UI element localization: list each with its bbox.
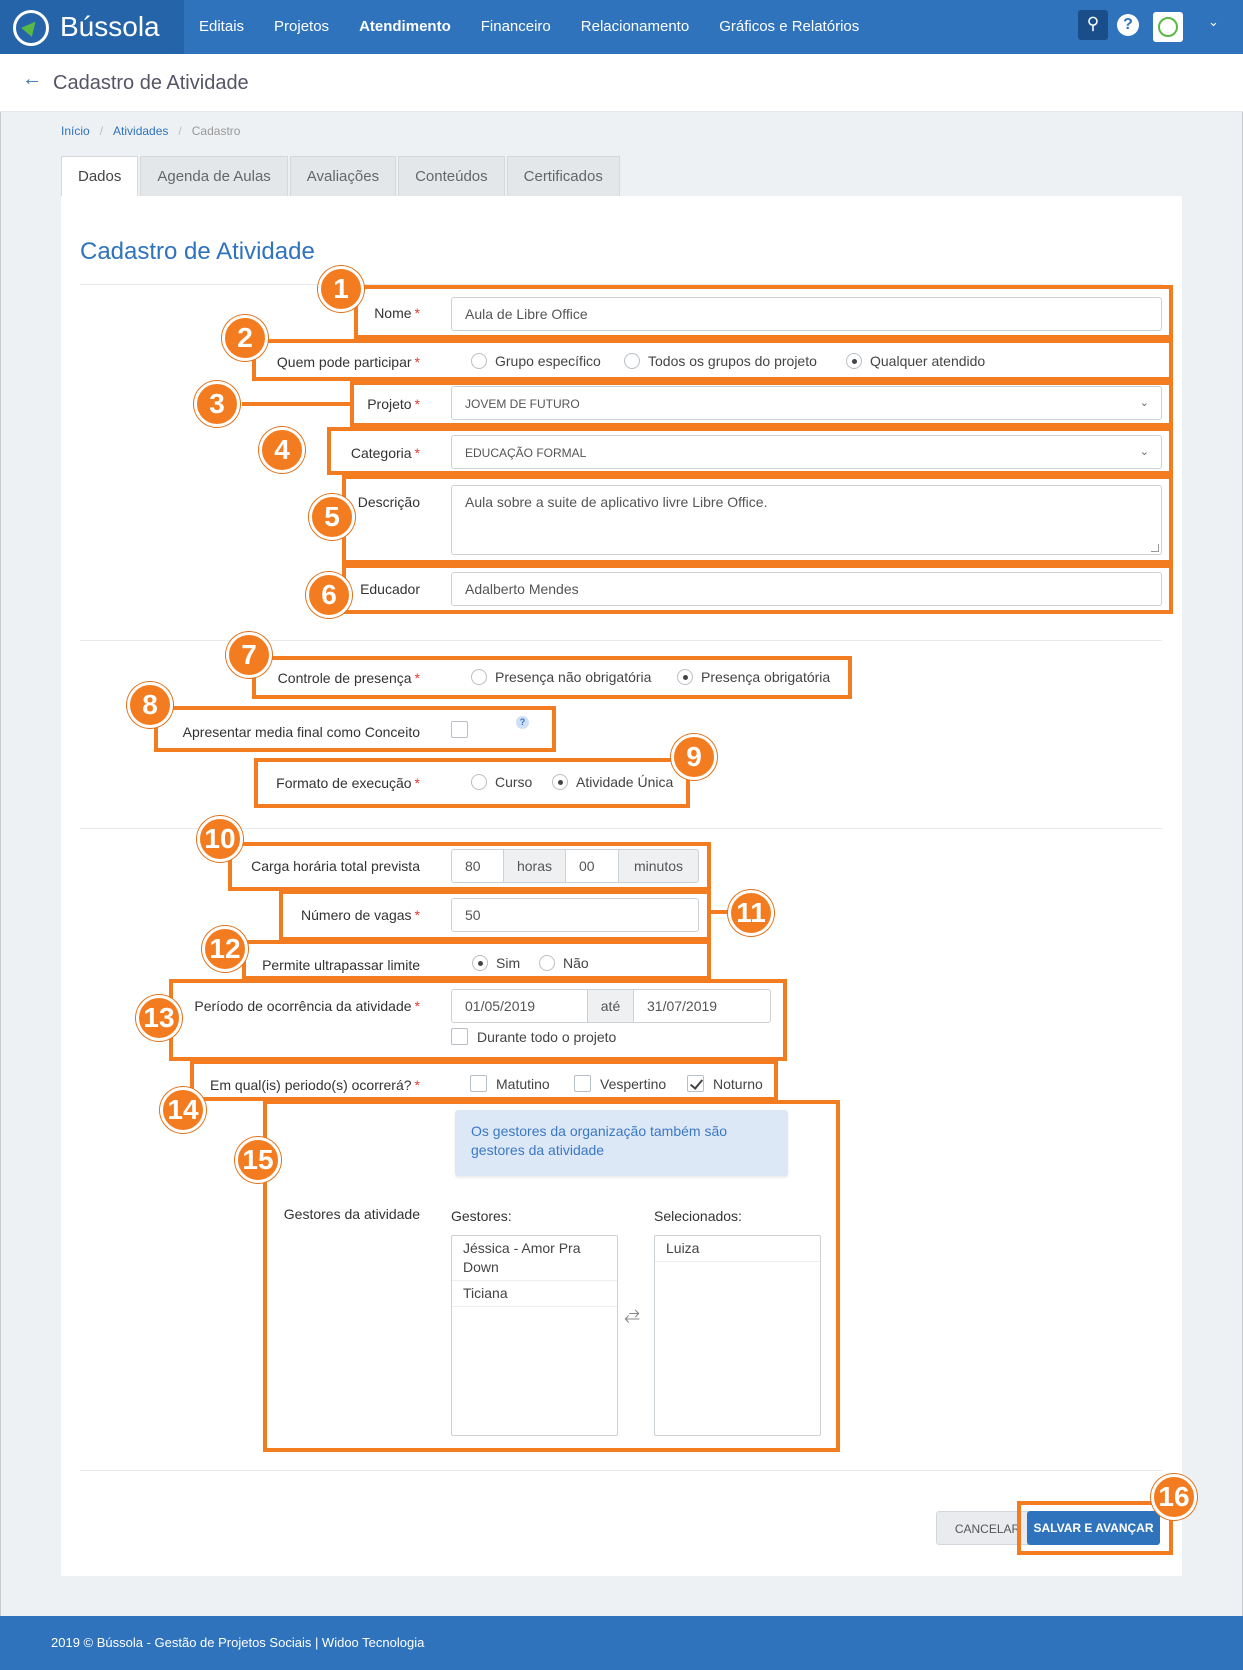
radio-curso[interactable]: Curso bbox=[471, 774, 532, 790]
tab-dados[interactable]: Dados bbox=[61, 156, 138, 196]
annotation-badge-11: 11 bbox=[728, 890, 774, 936]
gestores-selected-label: Selecionados: bbox=[654, 1208, 742, 1224]
annotation-box-7 bbox=[252, 656, 852, 699]
cancel-button[interactable]: CANCELAR bbox=[936, 1511, 1039, 1545]
gestores-label: Gestores da atividade bbox=[283, 1206, 420, 1222]
check-vespertino[interactable]: Vespertino bbox=[574, 1075, 666, 1092]
categoria-select[interactable]: EDUCAÇÃO FORMAL ⌄ bbox=[451, 435, 1162, 469]
brand-name: Bússola bbox=[60, 11, 160, 42]
annotation-box-1 bbox=[354, 285, 1173, 339]
annotation-badge-12: 12 bbox=[202, 926, 248, 972]
gestores-info-alert: Os gestores da organização também são gestores da atividade bbox=[455, 1110, 788, 1176]
tab-agenda[interactable]: Agenda de Aulas bbox=[140, 156, 287, 196]
annotation-box-12 bbox=[242, 940, 711, 980]
minutos-addon: minutos bbox=[618, 849, 699, 883]
annotation-badge-16: 16 bbox=[1151, 1474, 1197, 1520]
annotation-box-8 bbox=[154, 706, 556, 752]
radio-grupo-especifico[interactable]: Grupo específico bbox=[471, 353, 601, 369]
annotation-badge-6: 6 bbox=[306, 572, 352, 618]
vagas-input[interactable]: 50 bbox=[451, 898, 699, 932]
turnos-label: Em qual(is) periodo(s) ocorrerá? * bbox=[210, 1077, 420, 1093]
list-item[interactable]: Luiza bbox=[655, 1236, 820, 1262]
save-and-next-button[interactable]: SALVAR E AVANÇAR bbox=[1027, 1511, 1160, 1545]
nav-editais[interactable]: Editais bbox=[199, 18, 245, 35]
annotation-box-15 bbox=[263, 1100, 840, 1452]
chevron-down-icon: ⌄ bbox=[1139, 397, 1149, 409]
carga-horas-input[interactable]: 80 bbox=[451, 849, 504, 883]
list-item[interactable]: Ticiana bbox=[452, 1281, 617, 1307]
search-icon[interactable]: ⚲ bbox=[1078, 10, 1108, 40]
annotation-box-6 bbox=[342, 564, 1173, 614]
annotation-box-2 bbox=[252, 339, 1173, 381]
radio-sim[interactable]: Sim bbox=[472, 955, 520, 971]
breadcrumb-atividades[interactable]: Atividades bbox=[113, 124, 169, 138]
nome-label: Nome * bbox=[374, 305, 420, 321]
periodo-label: Período de ocorrência da atividade * bbox=[194, 998, 420, 1014]
tab-avaliacoes[interactable]: Avaliações bbox=[290, 156, 396, 196]
annotation-box-5 bbox=[342, 475, 1173, 564]
annotation-badge-9: 9 bbox=[671, 734, 717, 780]
breadcrumb-separator: / bbox=[178, 124, 182, 138]
periodo-fim-input[interactable]: 31/07/2019 bbox=[633, 989, 771, 1023]
annotation-badge-2: 2 bbox=[222, 315, 268, 361]
check-matutino[interactable]: Matutino bbox=[470, 1075, 550, 1092]
todo-projeto-checkbox[interactable]: Durante todo o projeto bbox=[451, 1028, 616, 1045]
nav-graficos[interactable]: Gráficos e Relatórios bbox=[719, 18, 860, 35]
annotation-badge-1: 1 bbox=[318, 266, 364, 312]
carga-minutos-input[interactable]: 00 bbox=[565, 849, 619, 883]
vagas-label: Número de vagas * bbox=[301, 907, 420, 923]
gestores-available-label: Gestores: bbox=[451, 1208, 512, 1224]
radio-qualquer-atendido[interactable]: Qualquer atendido bbox=[846, 353, 985, 369]
radio-nao[interactable]: Não bbox=[539, 955, 589, 971]
annotation-box-10 bbox=[228, 842, 711, 891]
page-title: Cadastro de Atividade bbox=[53, 72, 249, 94]
educador-input[interactable]: Adalberto Mendes bbox=[451, 572, 1162, 606]
annotation-badge-4: 4 bbox=[259, 427, 305, 473]
nav-projetos[interactable]: Projetos bbox=[274, 18, 330, 35]
top-navbar bbox=[0, 0, 1243, 54]
radio-presenca-nao-obrigatoria[interactable]: Presença não obrigatória bbox=[471, 669, 651, 685]
swap-arrows-icon[interactable]: ⥄ bbox=[624, 1303, 640, 1325]
educador-label: Educador bbox=[360, 581, 420, 597]
ate-addon: até bbox=[587, 989, 634, 1023]
carga-label: Carga horária total prevista bbox=[251, 858, 420, 874]
conceito-label: Apresentar media final como Conceito bbox=[182, 724, 420, 740]
chevron-down-icon: ⌄ bbox=[1139, 446, 1149, 458]
annotation-badge-8: 8 bbox=[127, 682, 173, 728]
divider bbox=[80, 1470, 1162, 1471]
annotation-box-13 bbox=[169, 979, 787, 1061]
nav-financeiro[interactable]: Financeiro bbox=[480, 18, 551, 35]
annotation-box-16 bbox=[1017, 1501, 1173, 1555]
back-arrow-icon[interactable]: ← bbox=[22, 68, 42, 90]
ultrapassar-label: Permite ultrapassar limite bbox=[262, 957, 420, 973]
presenca-label: Controle de presença * bbox=[277, 670, 420, 686]
tab-certificados[interactable]: Certificados bbox=[507, 156, 620, 196]
annotation-badge-13: 13 bbox=[136, 995, 182, 1041]
radio-atividade-unica[interactable]: Atividade Única bbox=[552, 774, 673, 790]
nav-links bbox=[199, 0, 889, 54]
annotation-badge-5: 5 bbox=[309, 494, 355, 540]
annotation-line-3 bbox=[242, 402, 352, 406]
avatar[interactable] bbox=[1153, 12, 1183, 42]
annotation-box-3 bbox=[350, 381, 1173, 427]
breadcrumb bbox=[61, 124, 240, 138]
annotation-box-9 bbox=[254, 758, 690, 808]
form-title: Cadastro de Atividade bbox=[80, 238, 315, 265]
nav-relacionamento[interactable]: Relacionamento bbox=[580, 18, 690, 35]
divider bbox=[80, 828, 1162, 829]
annotation-box-11 bbox=[279, 890, 711, 941]
compass-logo-icon bbox=[13, 10, 49, 46]
annotation-box-4 bbox=[327, 427, 1173, 475]
help-icon[interactable]: ? bbox=[1117, 14, 1139, 36]
annotation-badge-14: 14 bbox=[160, 1087, 206, 1133]
check-noturno[interactable]: Noturno bbox=[687, 1075, 763, 1092]
chevron-down-icon[interactable]: ⌄ bbox=[1208, 14, 1219, 29]
annotation-badge-7: 7 bbox=[226, 632, 272, 678]
nav-atendimento[interactable]: Atendimento bbox=[359, 18, 451, 35]
annotation-badge-10: 10 bbox=[197, 816, 243, 862]
radio-presenca-obrigatoria[interactable]: Presença obrigatória bbox=[677, 669, 830, 685]
brand[interactable] bbox=[0, 0, 184, 54]
breadcrumb-cadastro: Cadastro bbox=[191, 124, 241, 138]
formato-label: Formato de execução * bbox=[276, 775, 420, 791]
descricao-label: Descrição bbox=[357, 494, 420, 510]
annotation-box-14 bbox=[190, 1060, 778, 1101]
periodo-inicio-input[interactable]: 01/05/2019 bbox=[451, 989, 588, 1023]
annotation-badge-15: 15 bbox=[235, 1137, 281, 1183]
annotation-badge-3: 3 bbox=[194, 381, 240, 427]
nome-input[interactable]: Aula de Libre Office bbox=[451, 297, 1162, 331]
radio-todos-grupos[interactable]: Todos os grupos do projeto bbox=[624, 353, 817, 369]
footer: 2019 © Bússola - Gestão de Projetos Sociais | Widoo Tecnologia bbox=[0, 1616, 1243, 1670]
projeto-label: Projeto * bbox=[367, 396, 420, 412]
quem-label: Quem pode participar * bbox=[276, 354, 420, 370]
list-item[interactable]: Jéssica - Amor Pra Down bbox=[452, 1236, 617, 1281]
tab-bar bbox=[61, 156, 620, 196]
descricao-textarea[interactable]: Aula sobre a suite de aplicativo livre Libre Office. bbox=[451, 485, 1162, 555]
breadcrumb-inicio[interactable]: Início bbox=[61, 124, 90, 138]
tab-conteudos[interactable]: Conteúdos bbox=[398, 156, 505, 196]
help-icon[interactable]: ? bbox=[516, 716, 529, 729]
page-header bbox=[0, 54, 1243, 112]
horas-addon: horas bbox=[503, 849, 566, 883]
breadcrumb-separator: / bbox=[99, 124, 104, 138]
categoria-label: Categoria * bbox=[350, 445, 420, 461]
projeto-select[interactable]: JOVEM DE FUTURO ⌄ bbox=[451, 386, 1162, 420]
